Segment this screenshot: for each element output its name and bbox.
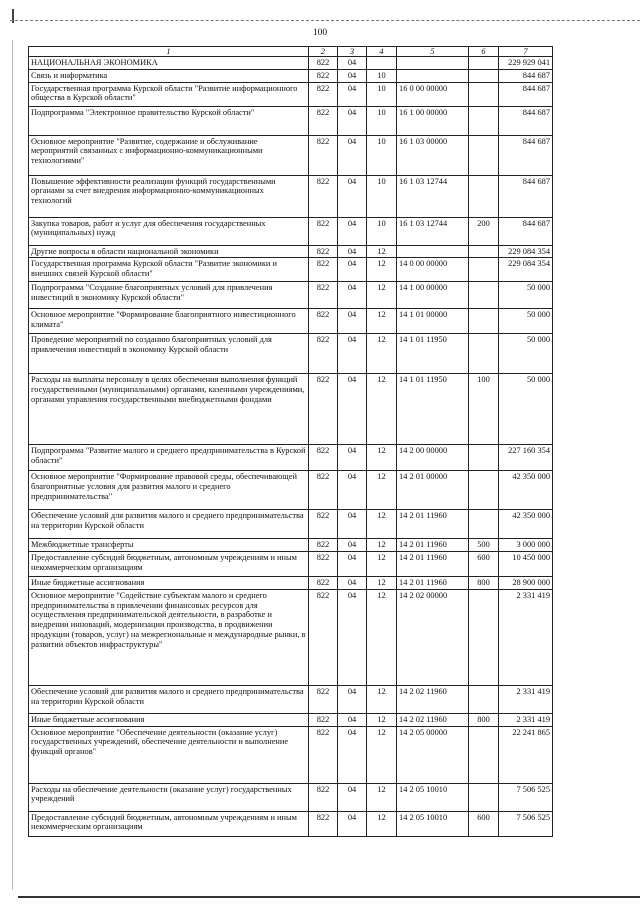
section-code: 04 <box>338 309 367 334</box>
expense-type-code <box>469 783 499 811</box>
section-code: 04 <box>338 175 367 217</box>
subsection-code: 10 <box>367 217 397 245</box>
ministry-code: 822 <box>309 589 338 685</box>
column-header: 7 <box>499 47 553 57</box>
subsection-code: 12 <box>367 445 397 471</box>
scan-edge-top <box>10 20 640 21</box>
subsection-code: 12 <box>367 282 397 309</box>
amount: 844 687 <box>499 82 553 106</box>
expense-type-code <box>469 258 499 282</box>
target-item-code: 16 1 03 12744 <box>397 217 469 245</box>
subsection-code <box>367 57 397 70</box>
table-row <box>29 258 553 282</box>
amount: 42 350 000 <box>499 510 553 539</box>
subsection-code: 12 <box>367 726 397 783</box>
ministry-code: 822 <box>309 374 338 445</box>
table-row <box>29 106 553 135</box>
row-name: Закупка товаров, работ и услуг для обеспечения государственных (муниципальных) нужд <box>29 217 309 245</box>
table-row <box>29 783 553 811</box>
column-number-row <box>29 47 553 57</box>
expense-type-code <box>469 445 499 471</box>
ministry-code: 822 <box>309 726 338 783</box>
section-code: 04 <box>338 374 367 445</box>
expense-type-code <box>469 57 499 70</box>
target-item-code: 14 2 02 11960 <box>397 685 469 713</box>
amount: 2 331 419 <box>499 685 553 713</box>
table-row <box>29 57 553 70</box>
row-name: Предоставление субсидий бюджетным, автономным учреждениям и иным некоммерческим организациям <box>29 811 309 836</box>
ministry-code: 822 <box>309 811 338 836</box>
ministry-code: 822 <box>309 783 338 811</box>
amount: 22 241 865 <box>499 726 553 783</box>
ministry-code: 822 <box>309 539 338 552</box>
amount: 229 084 354 <box>499 258 553 282</box>
row-name: Иные бюджетные ассигнования <box>29 577 309 590</box>
target-item-code: 14 2 05 10010 <box>397 783 469 811</box>
expense-type-code <box>469 726 499 783</box>
section-code: 04 <box>338 258 367 282</box>
ministry-code: 822 <box>309 510 338 539</box>
target-item-code: 14 1 00 00000 <box>397 282 469 309</box>
subsection-code: 10 <box>367 106 397 135</box>
amount: 229 929 041 <box>499 57 553 70</box>
section-code: 04 <box>338 217 367 245</box>
table-row <box>29 685 553 713</box>
scan-edge-left <box>12 40 13 890</box>
ministry-code: 822 <box>309 258 338 282</box>
expense-type-code <box>469 309 499 334</box>
subsection-code: 12 <box>367 552 397 577</box>
amount: 2 331 419 <box>499 713 553 726</box>
table-row <box>29 445 553 471</box>
table-row <box>29 589 553 685</box>
row-name: НАЦИОНАЛЬНАЯ ЭКОНОМИКА <box>29 57 309 70</box>
amount: 10 450 000 <box>499 552 553 577</box>
section-code: 04 <box>338 245 367 258</box>
amount: 844 687 <box>499 106 553 135</box>
section-code: 04 <box>338 589 367 685</box>
section-code: 04 <box>338 577 367 590</box>
subsection-code: 12 <box>367 510 397 539</box>
ministry-code: 822 <box>309 282 338 309</box>
subsection-code: 12 <box>367 783 397 811</box>
row-name: Подпрограмма "Создание благоприятных условий для привлечения инвестиций в экономику Курской области" <box>29 282 309 309</box>
subsection-code: 12 <box>367 577 397 590</box>
section-code: 04 <box>338 713 367 726</box>
target-item-code: 16 1 03 12744 <box>397 175 469 217</box>
column-header: 1 <box>29 47 309 57</box>
subsection-code: 12 <box>367 334 397 374</box>
table-row <box>29 577 553 590</box>
amount: 7 506 525 <box>499 811 553 836</box>
table-row <box>29 539 553 552</box>
amount: 844 687 <box>499 69 553 82</box>
target-item-code: 14 1 01 00000 <box>397 309 469 334</box>
target-item-code: 14 2 00 00000 <box>397 445 469 471</box>
ministry-code: 822 <box>309 309 338 334</box>
row-name: Межбюджетные трансферты <box>29 539 309 552</box>
target-item-code <box>397 69 469 82</box>
row-name: Предоставление субсидий бюджетным, автономным учреждениям и иным некоммерческим организациям <box>29 552 309 577</box>
section-code: 04 <box>338 811 367 836</box>
row-name: Расходы на выплаты персоналу в целях обеспечения выполнения функций государственными (муниципальными) органами, казенными учреждениями, органами управления государственными внебюджетными фондами <box>29 374 309 445</box>
table-row <box>29 175 553 217</box>
expense-type-code: 800 <box>469 713 499 726</box>
section-code: 04 <box>338 510 367 539</box>
amount: 2 331 419 <box>499 589 553 685</box>
ministry-code: 822 <box>309 445 338 471</box>
amount: 844 687 <box>499 175 553 217</box>
subsection-code: 12 <box>367 811 397 836</box>
ministry-code: 822 <box>309 245 338 258</box>
table-row <box>29 245 553 258</box>
page-number: 100 <box>312 28 328 38</box>
ministry-code: 822 <box>309 217 338 245</box>
row-name: Подпрограмма "Развитие малого и среднего предпринимательства в Курской области" <box>29 445 309 471</box>
target-item-code <box>397 245 469 258</box>
expense-type-code: 600 <box>469 811 499 836</box>
table-row <box>29 471 553 510</box>
table-row <box>29 726 553 783</box>
ministry-code: 822 <box>309 334 338 374</box>
target-item-code: 14 2 01 11960 <box>397 539 469 552</box>
subsection-code: 12 <box>367 471 397 510</box>
subsection-code: 12 <box>367 374 397 445</box>
section-code: 04 <box>338 82 367 106</box>
row-name: Государственная программа Курской области "Развитие информационного общества в Курской области" <box>29 82 309 106</box>
subsection-code: 10 <box>367 69 397 82</box>
ministry-code: 822 <box>309 57 338 70</box>
row-name: Подпрограмма "Электронное правительство Курской области" <box>29 106 309 135</box>
ministry-code: 822 <box>309 69 338 82</box>
target-item-code <box>397 57 469 70</box>
ministry-code: 822 <box>309 552 338 577</box>
ministry-code: 822 <box>309 175 338 217</box>
subsection-code: 12 <box>367 539 397 552</box>
target-item-code: 14 1 01 11950 <box>397 374 469 445</box>
target-item-code: 14 2 01 00000 <box>397 471 469 510</box>
expense-type-code <box>469 135 499 175</box>
target-item-code: 16 0 00 00000 <box>397 82 469 106</box>
section-code: 04 <box>338 685 367 713</box>
table-row <box>29 309 553 334</box>
table-row <box>29 713 553 726</box>
expense-type-code <box>469 471 499 510</box>
table-row <box>29 811 553 836</box>
row-name: Повышение эффективности реализации функций государственными органами за счет внедрения информационно-коммуникационных технологий <box>29 175 309 217</box>
budget-table <box>28 46 553 837</box>
amount: 50 000 <box>499 334 553 374</box>
row-name: Расходы на обеспечение деятельности (оказание услуг) государственных учреждений <box>29 783 309 811</box>
column-header: 2 <box>309 47 338 57</box>
column-header: 4 <box>367 47 397 57</box>
amount: 42 350 000 <box>499 471 553 510</box>
table-row <box>29 552 553 577</box>
subsection-code: 12 <box>367 685 397 713</box>
row-name: Обеспечение условий для развития малого и среднего предпринимательства на территории Курской области <box>29 685 309 713</box>
table-row <box>29 282 553 309</box>
table-row <box>29 82 553 106</box>
amount: 844 687 <box>499 135 553 175</box>
row-name: Основное мероприятие "Развитие, содержание и обслуживание мероприятий связанных с информационно-коммуникационными технологиями" <box>29 135 309 175</box>
table-row <box>29 510 553 539</box>
row-name: Основное мероприятие "Обеспечение деятельности (оказание услуг) государственных учреждений, обеспечение деятельности и выполнение функций органов" <box>29 726 309 783</box>
table-row <box>29 217 553 245</box>
amount: 50 000 <box>499 309 553 334</box>
row-name: Обеспечение условий для развития малого и среднего предпринимательства на территории Курской области <box>29 510 309 539</box>
row-name: Основное мероприятие "Формирование правовой среды, обеспечивающей благоприятные условия для развития малого и среднего предпринимательства" <box>29 471 309 510</box>
section-code: 04 <box>338 69 367 82</box>
expense-type-code <box>469 82 499 106</box>
section-code: 04 <box>338 471 367 510</box>
amount: 229 084 354 <box>499 245 553 258</box>
amount: 28 900 000 <box>499 577 553 590</box>
column-header: 3 <box>338 47 367 57</box>
row-name: Другие вопросы в области национальной экономики <box>29 245 309 258</box>
ministry-code: 822 <box>309 713 338 726</box>
expense-type-code: 200 <box>469 217 499 245</box>
section-code: 04 <box>338 106 367 135</box>
expense-type-code <box>469 282 499 309</box>
expense-type-code <box>469 175 499 217</box>
section-code: 04 <box>338 726 367 783</box>
section-code: 04 <box>338 334 367 374</box>
target-item-code: 14 2 01 11960 <box>397 577 469 590</box>
section-code: 04 <box>338 282 367 309</box>
subsection-code: 12 <box>367 258 397 282</box>
target-item-code: 14 0 00 00000 <box>397 258 469 282</box>
subsection-code: 12 <box>367 245 397 258</box>
expense-type-code <box>469 510 499 539</box>
expense-type-code <box>469 69 499 82</box>
target-item-code: 14 2 02 11960 <box>397 713 469 726</box>
amount: 50 000 <box>499 374 553 445</box>
expense-type-code <box>469 589 499 685</box>
target-item-code: 16 1 00 00000 <box>397 106 469 135</box>
target-item-code: 16 1 03 00000 <box>397 135 469 175</box>
target-item-code: 14 2 05 00000 <box>397 726 469 783</box>
amount: 50 000 <box>499 282 553 309</box>
row-name: Основное мероприятие "Содействие субъектам малого и среднего предпринимательства в привлечении финансовых ресурсов для осуществления предпринимательской деятельности, в разработке и внедрении инноваций, модернизации производства, в продвижении продукции (товаров, услуг) на межрегиональные и международные рынки, в развитии объектов инфраструктуры" <box>29 589 309 685</box>
subsection-code: 10 <box>367 135 397 175</box>
expense-type-code: 800 <box>469 577 499 590</box>
section-code: 04 <box>338 135 367 175</box>
table-row <box>29 334 553 374</box>
section-code: 04 <box>338 539 367 552</box>
ministry-code: 822 <box>309 106 338 135</box>
expense-type-code <box>469 245 499 258</box>
scan-edge-bottom <box>18 896 640 898</box>
column-header: 5 <box>397 47 469 57</box>
table-row <box>29 374 553 445</box>
ministry-code: 822 <box>309 82 338 106</box>
row-name: Основное мероприятие "Формирование благоприятного инвестиционного климата" <box>29 309 309 334</box>
table-row <box>29 135 553 175</box>
subsection-code: 12 <box>367 713 397 726</box>
amount: 227 160 354 <box>499 445 553 471</box>
target-item-code: 14 2 01 11960 <box>397 510 469 539</box>
subsection-code: 12 <box>367 309 397 334</box>
amount: 844 687 <box>499 217 553 245</box>
table-row <box>29 69 553 82</box>
section-code: 04 <box>338 445 367 471</box>
row-name: Иные бюджетные ассигнования <box>29 713 309 726</box>
expense-type-code: 500 <box>469 539 499 552</box>
ministry-code: 822 <box>309 685 338 713</box>
amount: 7 506 525 <box>499 783 553 811</box>
target-item-code: 14 2 01 11960 <box>397 552 469 577</box>
budget-table-body <box>29 47 553 837</box>
expense-type-code: 100 <box>469 374 499 445</box>
row-name: Связь и информатика <box>29 69 309 82</box>
section-code: 04 <box>338 552 367 577</box>
amount: 3 000 000 <box>499 539 553 552</box>
row-name: Государственная программа Курской области "Развитие экономики и внешних связей Курской области" <box>29 258 309 282</box>
target-item-code: 14 1 01 11950 <box>397 334 469 374</box>
section-code: 04 <box>338 783 367 811</box>
column-header: 6 <box>469 47 499 57</box>
target-item-code: 14 2 05 10010 <box>397 811 469 836</box>
expense-type-code: 600 <box>469 552 499 577</box>
section-code: 04 <box>338 57 367 70</box>
ministry-code: 822 <box>309 471 338 510</box>
subsection-code: 10 <box>367 175 397 217</box>
ministry-code: 822 <box>309 577 338 590</box>
target-item-code: 14 2 02 00000 <box>397 589 469 685</box>
subsection-code: 10 <box>367 82 397 106</box>
expense-type-code <box>469 334 499 374</box>
subsection-code: 12 <box>367 589 397 685</box>
ministry-code: 822 <box>309 135 338 175</box>
expense-type-code <box>469 685 499 713</box>
row-name: Проведение мероприятий по созданию благоприятных условий для привлечения инвестиций в экономику Курской области <box>29 334 309 374</box>
expense-type-code <box>469 106 499 135</box>
